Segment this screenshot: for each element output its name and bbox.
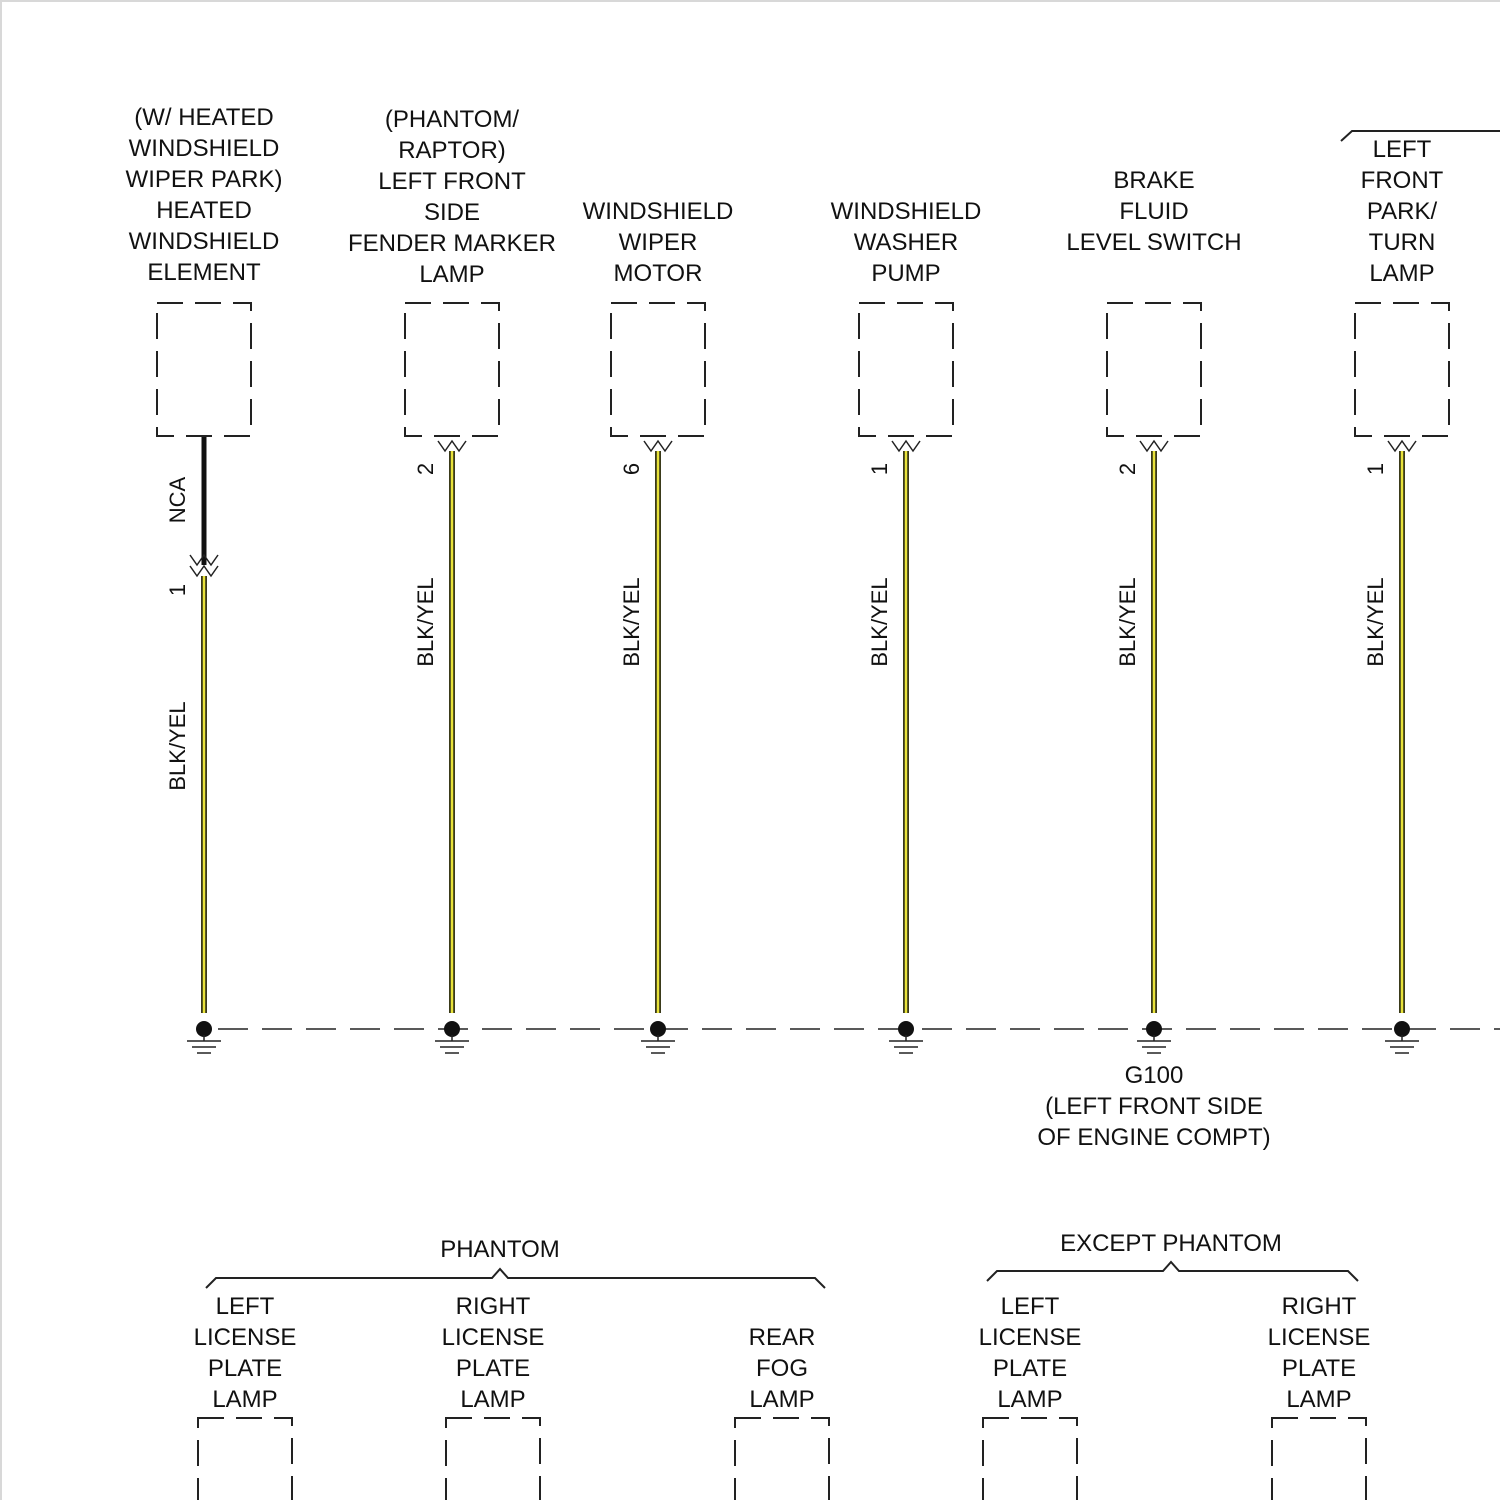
pin-number: 1 (867, 462, 892, 476)
component-label-line: MOTOR (613, 260, 703, 287)
pin-number: 6 (619, 462, 644, 476)
windshield-wiper-motor (583, 198, 734, 1053)
component-label-line: FLUID (1119, 198, 1189, 225)
component-label-line: LICENSE (978, 1324, 1082, 1351)
component-box (1107, 303, 1201, 436)
component-label-line: LAMP (1369, 260, 1435, 287)
component-label-line: RIGHT (455, 1293, 531, 1320)
component-label-line: LEFT FRONT (378, 168, 526, 195)
splice-dot (1394, 1021, 1410, 1037)
component-box (611, 303, 705, 436)
component-label-line: FENDER MARKER (347, 230, 557, 257)
component-label-line: (W/ HEATED (134, 104, 274, 131)
fender-marker-lamp (348, 106, 556, 1053)
inline-connector-lower (190, 566, 218, 576)
splice-dot (196, 1021, 212, 1037)
phantom-left-license-plate-lamp (194, 1293, 297, 1500)
component-label-line: HEATED (156, 197, 252, 224)
wire-color-label: BLK/YEL (867, 577, 892, 667)
ground-symbol (641, 1021, 675, 1053)
component-label-line: PLATE (455, 1355, 531, 1382)
component-label-line: PLATE (992, 1355, 1068, 1382)
component-label-line: PARK/ (1366, 198, 1438, 225)
splice-dot (650, 1021, 666, 1037)
component-label-line: LICENSE (193, 1324, 297, 1351)
component-label-line: LEVEL SWITCH (1066, 229, 1242, 256)
connector-pin-symbol (892, 441, 920, 451)
component-label-line: WIPER (618, 229, 698, 256)
phantom-group-bracket (206, 1269, 825, 1288)
component-label-line: WINDSHIELD (830, 198, 982, 225)
component-label-line: LAMP (212, 1386, 278, 1413)
component-label-line: REAR (748, 1324, 816, 1351)
ground-symbol (1137, 1021, 1171, 1053)
windshield-washer-pump (831, 198, 982, 1053)
bottom-components (194, 1293, 1371, 1500)
brake-fluid-level-switch (1066, 167, 1241, 1053)
component-label-line: LAMP (1286, 1386, 1352, 1413)
ground-label-line-3: OF ENGINE COMPT) (1037, 1124, 1271, 1151)
component-label-line: WASHER (853, 229, 959, 256)
component-label-line: LAMP (997, 1386, 1063, 1413)
component-box (405, 303, 499, 436)
except-phantom-group-label: EXCEPT PHANTOM (1060, 1230, 1282, 1257)
component-label-line: LICENSE (1267, 1324, 1371, 1351)
component-box (446, 1418, 540, 1500)
component-label-line: WINDSHIELD (128, 135, 280, 162)
component-label-line: RIGHT (1281, 1293, 1357, 1320)
rear-fog-lamp (735, 1324, 829, 1500)
ground-symbol (435, 1021, 469, 1053)
component-label-line: LICENSE (441, 1324, 545, 1351)
ground-symbol (187, 1021, 221, 1053)
wire-color-label: BLK/YEL (165, 701, 190, 791)
component-label-line: PLATE (207, 1355, 283, 1382)
ground-symbol (1385, 1021, 1419, 1053)
wire-color-label: BLK/YEL (619, 577, 644, 667)
splice-dot (444, 1021, 460, 1037)
phantom-right-license-plate-lamp (442, 1293, 545, 1500)
phantom-group-label: PHANTOM (440, 1236, 560, 1263)
component-label-line: LEFT (215, 1293, 275, 1320)
ground-label (1037, 1062, 1270, 1151)
wire-color-label: BLK/YEL (1115, 577, 1140, 667)
component-box (983, 1418, 1077, 1500)
connector-pin-symbol (1140, 441, 1168, 451)
component-label-line: FRONT (1360, 167, 1444, 194)
component-box (1272, 1418, 1366, 1500)
component-box (859, 303, 953, 436)
component-label-line: LEFT (1000, 1293, 1060, 1320)
phantom-group (206, 1236, 825, 1288)
except-phantom-group (987, 1230, 1358, 1281)
component-label-line: BRAKE (1113, 167, 1195, 194)
heated-windshield-element (126, 104, 283, 1053)
component-label-line: TURN (1368, 229, 1436, 256)
component-label-line: SIDE (423, 199, 481, 226)
pin-number: 2 (413, 462, 438, 476)
pin-number: 2 (1115, 462, 1140, 476)
component-label-line: LEFT (1372, 136, 1432, 163)
splice-dot (1146, 1021, 1162, 1037)
component-label-line: ELEMENT (147, 259, 261, 286)
component-label-line: FOG (756, 1355, 808, 1382)
component-label-line: (PHANTOM/ (384, 106, 520, 133)
left-license-plate-lamp (979, 1293, 1082, 1500)
pin-number: 1 (165, 583, 190, 597)
component-box (1355, 303, 1449, 436)
connector-pin-symbol (644, 441, 672, 451)
component-label-line: WINDSHIELD (582, 198, 734, 225)
component-label-line: LAMP (460, 1386, 526, 1413)
component-label-line: PLATE (1281, 1355, 1357, 1382)
splice-dot (898, 1021, 914, 1037)
ground-symbol (889, 1021, 923, 1053)
ground-label-line-1: G100 (1124, 1062, 1184, 1089)
left-front-park-turn-lamp (1355, 136, 1449, 1053)
except-phantom-group-bracket (987, 1262, 1358, 1281)
connector-pin-symbol (1388, 441, 1416, 451)
component-label-line: WINDSHIELD (128, 228, 280, 255)
component-box (198, 1418, 292, 1500)
right-license-plate-lamp (1268, 1293, 1371, 1500)
component-box (157, 303, 251, 436)
pigtail-label: NCA (165, 476, 190, 524)
component-label-line: PUMP (871, 260, 941, 287)
component-label-line: LAMP (749, 1386, 815, 1413)
wire-color-label: BLK/YEL (1363, 577, 1388, 667)
component-label-line: WIPER PARK) (125, 166, 283, 193)
component-box (735, 1418, 829, 1500)
component-label-line: RAPTOR) (398, 137, 506, 164)
wire-color-label: BLK/YEL (413, 577, 438, 667)
component-label-line: LAMP (419, 261, 485, 288)
pin-number: 1 (1363, 462, 1388, 476)
connector-pin-symbol (438, 441, 466, 451)
top-components (126, 104, 1449, 1053)
ground-label-line-2: (LEFT FRONT SIDE (1045, 1093, 1263, 1120)
